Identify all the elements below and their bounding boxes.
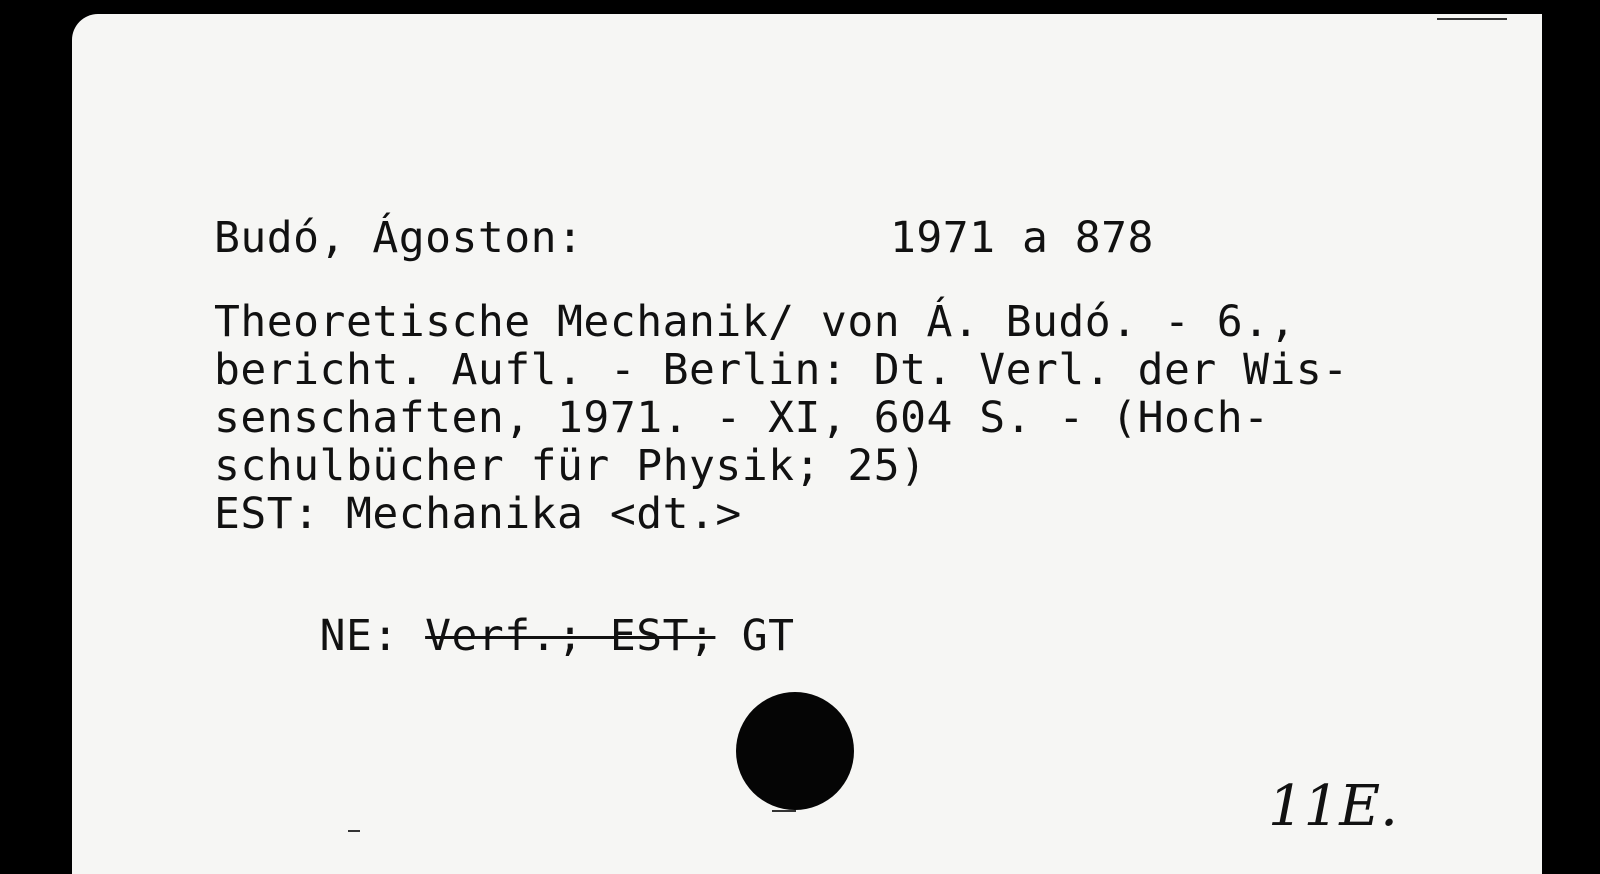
- body-line: schulbücher für Physik; 25): [214, 441, 927, 491]
- handwritten-number: 11E.: [1268, 774, 1398, 839]
- body-line: bericht. Aufl. - Berlin: Dt. Verl. der Wis-: [214, 345, 1349, 395]
- body-line: senschaften, 1971. - XI, 604 S. - (Hoch-: [214, 393, 1270, 443]
- author-heading: Budó, Ágoston:: [214, 213, 584, 263]
- est-line: EST: Mechanika <dt.>: [214, 489, 742, 539]
- ne-line: [214, 564, 795, 708]
- mark: [348, 830, 360, 832]
- catalog-card: [72, 14, 1542, 874]
- mark: [772, 810, 796, 812]
- shelf-signature: 1971 a 878: [890, 213, 1154, 263]
- ne-struck-text: Verf.; EST;: [425, 611, 716, 661]
- body-line: Theoretische Mechanik/ von Á. Budó. - 6.,: [214, 297, 1296, 347]
- ne-label: NE:: [319, 611, 399, 661]
- ne-value: GT: [741, 611, 795, 661]
- punch-hole: [736, 692, 854, 810]
- mark: [1437, 18, 1507, 20]
